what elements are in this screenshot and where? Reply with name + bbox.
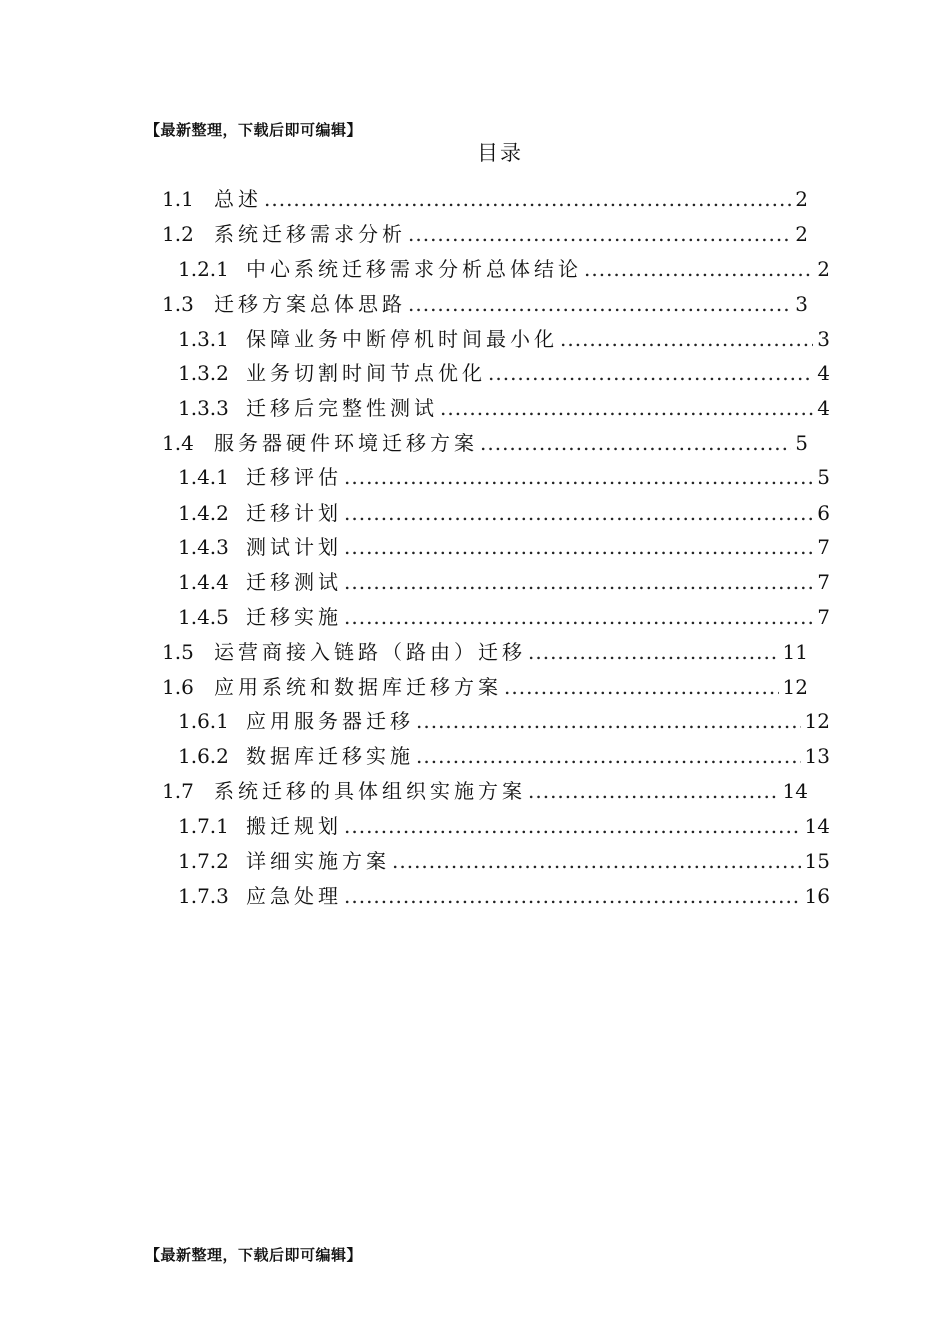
toc-entry[interactable]	[178, 740, 830, 774]
toc-entry-page: 2	[795, 222, 808, 246]
toc-entry-page: 2	[817, 257, 830, 281]
toc-entry-number: 1.4.1	[178, 465, 229, 489]
toc-entry-number: 1.3.2	[178, 361, 229, 385]
toc-entry[interactable]	[178, 392, 830, 426]
toc-entry-label: 系统迁移的具体组织实施方案	[214, 779, 526, 803]
toc-dot-leader	[344, 605, 813, 629]
toc-entry-number: 1.7	[162, 779, 194, 803]
toc-dot-leader	[584, 257, 813, 281]
toc-entry-label: 详细实施方案	[246, 849, 390, 873]
toc-entry[interactable]	[178, 253, 830, 287]
toc-entry-page: 5	[795, 431, 808, 455]
toc-entry-number: 1.6.1	[178, 709, 229, 733]
toc-entry-label: 应急处理	[246, 884, 342, 908]
toc-entry-page: 6	[817, 501, 830, 525]
toc-entry-label: 应用系统和数据库迁移方案	[214, 675, 502, 699]
toc-entry-page: 5	[817, 465, 830, 489]
toc-entry-label: 保障业务中断停机时间最小化	[246, 327, 558, 351]
toc-dot-leader	[344, 814, 801, 838]
toc-entry-number: 1.4.2	[178, 501, 229, 525]
toc-dot-leader	[344, 570, 813, 594]
toc-entry[interactable]	[178, 461, 830, 495]
toc-dot-leader	[344, 884, 801, 908]
toc-entry-page: 13	[804, 744, 830, 768]
toc-dot-leader	[392, 849, 801, 873]
toc-entry[interactable]	[178, 880, 830, 914]
toc-dot-leader	[440, 396, 813, 420]
toc-entry-number: 1.4.4	[178, 570, 229, 594]
toc-entry-page: 12	[804, 709, 830, 733]
toc-entry-label: 迁移实施	[246, 605, 342, 629]
toc-entry-number: 1.7.3	[178, 884, 229, 908]
toc-entry-number: 1.4.3	[178, 535, 229, 559]
toc-dot-leader	[488, 361, 813, 385]
toc-entry-page: 16	[804, 884, 830, 908]
toc-title: 目录	[477, 141, 523, 165]
toc-entry-page: 11	[782, 640, 808, 664]
toc-entry[interactable]	[162, 218, 808, 252]
toc-entry-page: 12	[782, 675, 808, 699]
toc-entry[interactable]	[162, 427, 808, 461]
toc-entry-label: 数据库迁移实施	[246, 744, 414, 768]
toc-entry-page: 7	[817, 605, 830, 629]
toc-entry-page: 14	[804, 814, 830, 838]
toc-entry[interactable]	[178, 531, 830, 565]
toc-entry-label: 迁移计划	[246, 501, 342, 525]
toc-entry-page: 7	[817, 570, 830, 594]
toc-entry[interactable]	[162, 775, 808, 809]
toc-entry-page: 3	[817, 327, 830, 351]
toc-dot-leader	[416, 744, 801, 768]
toc-entry-label: 总述	[214, 187, 262, 211]
toc-entry-label: 迁移测试	[246, 570, 342, 594]
header-note: 【最新整理，下载后即可编辑】	[145, 121, 363, 139]
toc-dot-leader	[344, 465, 813, 489]
toc-entry-page: 4	[817, 396, 830, 420]
toc-entry[interactable]	[178, 705, 830, 739]
toc-entry-label: 迁移方案总体思路	[214, 292, 406, 316]
toc-entry-page: 4	[817, 361, 830, 385]
toc-entry-number: 1.6.2	[178, 744, 229, 768]
toc-entry[interactable]	[162, 183, 808, 217]
toc-dot-leader	[408, 292, 791, 316]
toc-entry[interactable]	[178, 601, 830, 635]
toc-entry[interactable]	[178, 497, 830, 531]
toc-entry-label: 迁移评估	[246, 465, 342, 489]
toc-entry-number: 1.5	[162, 640, 194, 664]
toc-entry-number: 1.4	[162, 431, 194, 455]
toc-dot-leader	[528, 640, 779, 664]
toc-entry-number: 1.2	[162, 222, 194, 246]
toc-entry[interactable]	[162, 288, 808, 322]
toc-entry-number: 1.7.1	[178, 814, 229, 838]
toc-entry-label: 中心系统迁移需求分析总体结论	[246, 257, 582, 281]
footer-note: 【最新整理，下载后即可编辑】	[145, 1246, 363, 1264]
toc-entry-number: 1.3	[162, 292, 194, 316]
toc-entry-number: 1.4.5	[178, 605, 229, 629]
toc-dot-leader	[416, 709, 801, 733]
toc-entry-label: 应用服务器迁移	[246, 709, 414, 733]
toc-entry[interactable]	[162, 636, 808, 670]
toc-dot-leader	[344, 501, 813, 525]
toc-entry[interactable]	[178, 357, 830, 391]
toc-entry[interactable]	[178, 323, 830, 357]
toc-entry[interactable]	[178, 845, 830, 879]
toc-entry-label: 测试计划	[246, 535, 342, 559]
toc-entry-page: 3	[795, 292, 808, 316]
toc-entry-number: 1.3.1	[178, 327, 229, 351]
toc-entry-number: 1.7.2	[178, 849, 229, 873]
toc-entry-number: 1.1	[162, 187, 194, 211]
toc-entry[interactable]	[178, 810, 830, 844]
toc-dot-leader	[560, 327, 813, 351]
toc-entry-label: 运营商接入链路（路由）迁移	[214, 640, 526, 664]
toc-entry-number: 1.2.1	[178, 257, 229, 281]
toc-entry[interactable]	[178, 566, 830, 600]
toc-dot-leader	[344, 535, 813, 559]
toc-entry-page: 15	[804, 849, 830, 873]
toc-entry[interactable]	[162, 671, 808, 705]
toc-dot-leader	[480, 431, 791, 455]
toc-entry-label: 业务切割时间节点优化	[246, 361, 486, 385]
toc-dot-leader	[504, 675, 779, 699]
toc-entry-label: 系统迁移需求分析	[214, 222, 406, 246]
toc-entry-label: 搬迁规划	[246, 814, 342, 838]
toc-entry-label: 服务器硬件环境迁移方案	[214, 431, 478, 455]
toc-entry-number: 1.6	[162, 675, 194, 699]
toc-entry-page: 2	[795, 187, 808, 211]
toc-entry-page: 7	[817, 535, 830, 559]
toc-entry-page: 14	[782, 779, 808, 803]
toc-dot-leader	[528, 779, 779, 803]
toc-entry-label: 迁移后完整性测试	[246, 396, 438, 420]
toc-entry-number: 1.3.3	[178, 396, 229, 420]
toc-dot-leader	[264, 187, 791, 211]
toc-dot-leader	[408, 222, 791, 246]
